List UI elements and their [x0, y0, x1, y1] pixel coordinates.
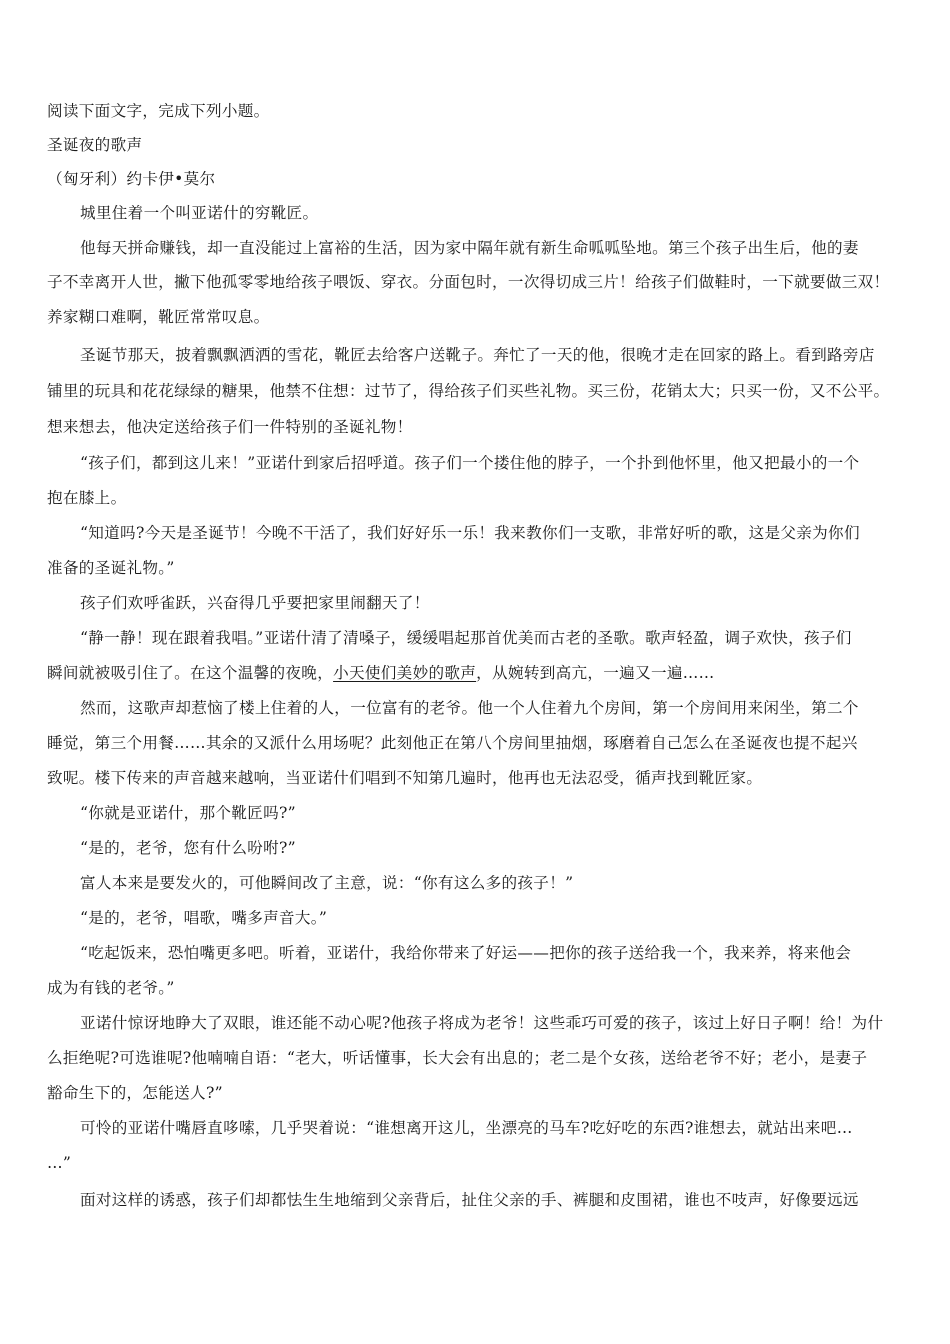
paragraph-line: 成为有钱的老爷。” — [47, 979, 175, 997]
paragraph-line: 么拒绝呢?可选谁呢?他喃喃自语：“老大，听话懂事，长大会有出息的；老二是个女孩，送给老爷不好；老小，是妻子 — [47, 1049, 868, 1067]
text-segment: ，从婉转到高亢，一遍又一遍…… — [476, 664, 715, 682]
paragraph-line: 子不幸离开人世，撇下他孤零零地给孩子喂饭、穿衣。分面包时，一次得切成三片！给孩子们做鞋时，一下就要做三双！ — [47, 273, 890, 291]
paragraph-line: 城里住着一个叫亚诺什的穷靴匠。 — [80, 204, 319, 222]
paragraph-line: 豁命生下的，怎能送人?” — [47, 1084, 223, 1102]
text-segment: 瞬间就被吸引住了。在这个温馨的夜晚， — [47, 664, 334, 682]
paragraph-line: “知道吗?今天是圣诞节！今晚不干活了，我们好好乐一乐！我来教你们一支歌，非常好听的歌，这是父亲为你们 — [80, 524, 860, 542]
paragraph-line: …” — [47, 1154, 72, 1172]
paragraph-line: 可怜的亚诺什嘴唇直哆嗦，几乎哭着说：“谁想离开这儿，坐漂亮的马车?吃好吃的东西?谁想去，就站出来吧… — [80, 1119, 853, 1137]
paragraph-line: 致呢。楼下传来的声音越来越响，当亚诺什们唱到不知第几遍时，他再也无法忍受，循声找到靴匠家。 — [47, 769, 763, 787]
paragraph-line: 抱在膝上。 — [47, 489, 127, 507]
underlined-phrase: 小天使们美妙的歌声 — [333, 664, 477, 682]
paragraph-line: 圣诞节那天，披着飘飘洒洒的雪花，靴匠去给客户送靴子。奔忙了一天的他，很晚才走在回家的路上。看到路旁店 — [80, 346, 875, 364]
paragraph-line: 富人本来是要发火的，可他瞬间改了主意，说：“你有这么多的孩子！” — [80, 874, 574, 892]
paragraph-line: 亚诺什惊讶地睁大了双眼，谁还能不动心呢?他孩子将成为老爷！这些乖巧可爱的孩子，该过上好日子啊！给！为什 — [80, 1014, 884, 1032]
paragraph-line — [47, 662, 715, 684]
paragraph-line: 然而，这歌声却惹恼了楼上住着的人，一位富有的老爷。他一个人住着九个房间，第一个房间用来闲坐，第二个 — [80, 699, 859, 717]
paragraph-line: 养家糊口难啊，靴匠常常叹息。 — [47, 308, 270, 326]
story-author: （匈牙利）约卡伊•莫尔 — [47, 170, 216, 188]
paragraph-line: 想来想去，他决定送给孩子们一件特别的圣诞礼物！ — [47, 418, 413, 436]
paragraph-line: “你就是亚诺什，那个靴匠吗?” — [80, 804, 296, 822]
paragraph-line: 铺里的玩具和花花绿绿的糖果，他禁不住想：过节了，得给孩子们买些礼物。买三份，花销太大；只买一份，又不公平。 — [47, 382, 890, 400]
paragraph-line: “是的，老爷，您有什么吩咐?” — [80, 839, 296, 857]
paragraph-line: 面对这样的诱惑，孩子们却都怯生生地缩到父亲背后，扯住父亲的手、裤腿和皮围裙，谁也不吱声，好像要远远 — [80, 1191, 859, 1209]
paragraph-line: “孩子们，都到这儿来！”亚诺什到家后招呼道。孩子们一个搂住他的脖子，一个扑到他怀里，他又把最小的一个 — [80, 454, 860, 472]
instruction-text: 阅读下面文字，完成下列小题。 — [47, 102, 270, 120]
paragraph-line: “静一静！现在跟着我唱。”亚诺什清了清嗓子，缓缓唱起那首优美而古老的圣歌。歌声轻盈，调子欢快，孩子们 — [80, 629, 852, 647]
paragraph-line: 睡觉，第三个用餐……其余的又派什么用场呢？此刻他正在第八个房间里抽烟，琢磨着自己怎么在圣诞夜也提不起兴 — [47, 734, 858, 752]
story-title: 圣诞夜的歌声 — [47, 136, 143, 154]
paragraph-line: 他每天拼命赚钱，却一直没能过上富裕的生活，因为家中隔年就有新生命呱呱坠地。第三个孩子出生后，他的妻 — [80, 239, 859, 257]
paragraph-line: “吃起饭来，恐怕嘴更多吧。听着，亚诺什，我给你带来了好运——把你的孩子送给我一个，我来养，将来他会 — [80, 944, 852, 962]
paragraph-line: 孩子们欢呼雀跃，兴奋得几乎要把家里闹翻天了！ — [80, 594, 430, 612]
paragraph-line: 准备的圣诞礼物。” — [47, 559, 175, 577]
paragraph-line: “是的，老爷，唱歌，嘴多声音大。” — [80, 909, 328, 927]
